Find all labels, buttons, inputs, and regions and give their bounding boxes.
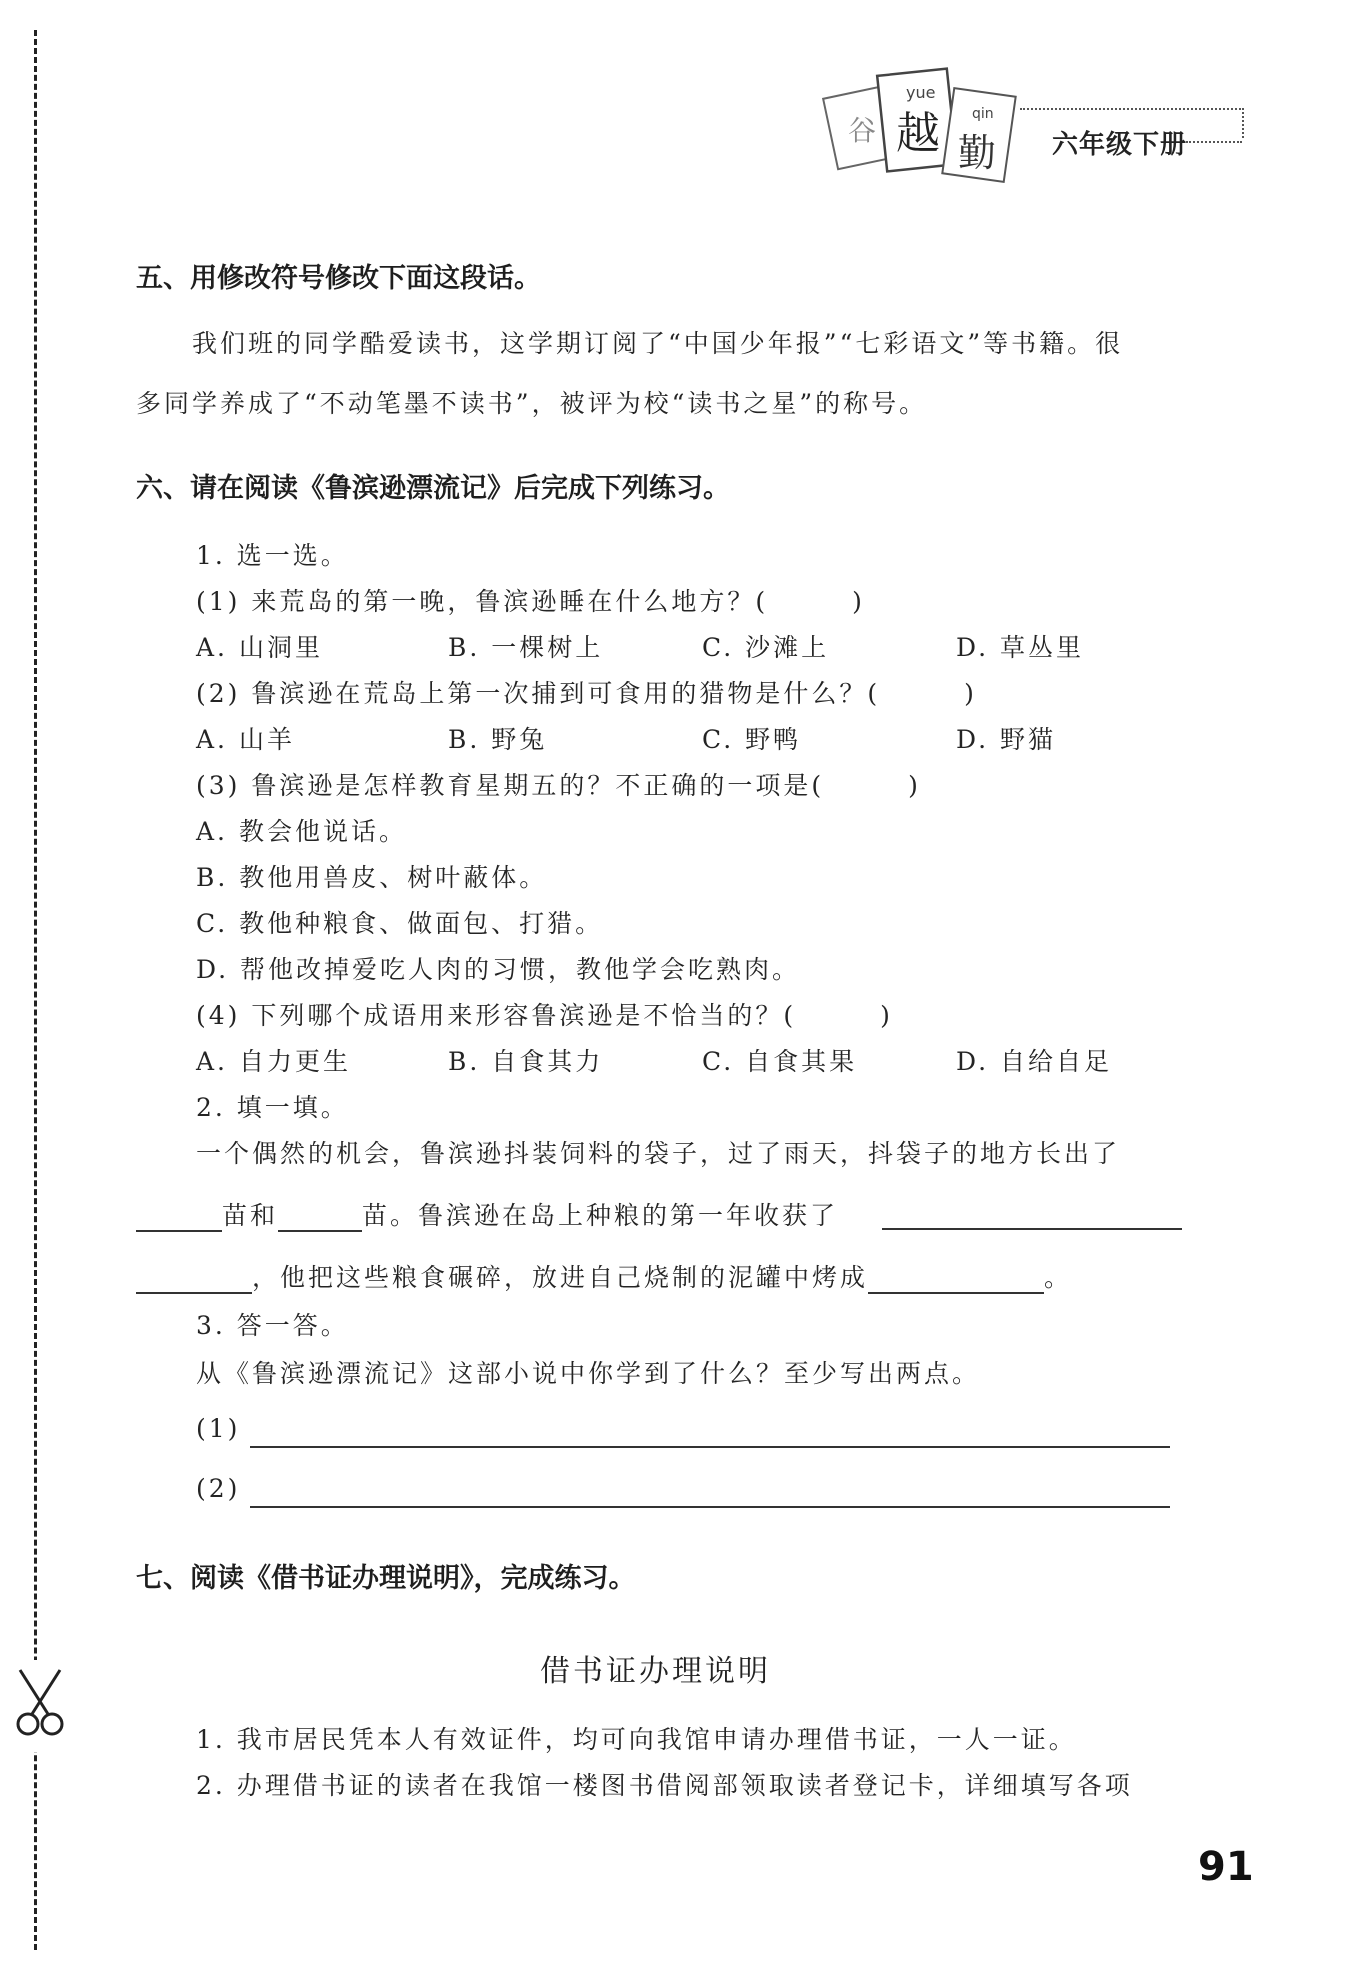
answer-label-1: (1) <box>196 1414 241 1443</box>
q4-option-a: A. 自力更生 <box>196 1047 351 1076</box>
q3-option-d: D. 帮他改掉爱吃人肉的习惯，教他学会吃熟肉。 <box>196 955 801 984</box>
fill-blank-2[interactable] <box>278 1204 362 1232</box>
q4-option-d: D. 自给自足 <box>956 1047 1113 1076</box>
question-5: 从《鲁滨逊漂流记》这部小说中你学到了什么？至少写出两点。 <box>196 1359 981 1388</box>
q4-option-b: B. 自食其力 <box>448 1047 604 1076</box>
q1-option-a: A. 山洞里 <box>196 633 323 662</box>
fill-text-b: 苗。鲁滨逊在岛上种粮的第一年收获了 <box>362 1201 839 1230</box>
part-1-label: 1. 选一选。 <box>196 541 349 570</box>
logo-pinyin-2: qin <box>972 106 994 122</box>
answer-label-2: (2) <box>196 1474 241 1503</box>
section-5-line-2: 多同学养成了“不动笔墨不读书”，被评为校“读书之星”的称号。 <box>136 389 928 418</box>
fill-line-1: 一个偶然的机会，鲁滨逊抖装饲料的袋子，过了雨天，抖袋子的地方长出了 <box>196 1139 1121 1168</box>
logo-pinyin-1: yue <box>906 83 936 102</box>
fill-text-d: 。 <box>1044 1263 1073 1292</box>
scissors-icon <box>12 1660 68 1752</box>
section-5-line-1: 我们班的同学酷爱读书，这学期订阅了“中国少年报”“七彩语文”等书籍。很 <box>192 329 1124 358</box>
document-item-2: 2. 办理借书证的读者在我馆一楼图书借阅部领取读者登记卡，详细填写各项 <box>196 1771 1133 1800</box>
q1-option-b: B. 一棵树上 <box>448 633 604 662</box>
grade-label: 六年级下册 <box>1052 130 1188 160</box>
section-5-title: 五、用修改符号修改下面这段话。 <box>136 263 541 294</box>
section-7-title: 七、阅读《借书证办理说明》，完成练习。 <box>136 1563 636 1594</box>
q4-option-c: C. 自食其果 <box>702 1047 858 1076</box>
header-dotted-rule <box>1186 141 1242 143</box>
q2-option-b: B. 野兔 <box>448 725 548 754</box>
part-3-label: 3. 答一答。 <box>196 1311 349 1340</box>
answer-line-2[interactable] <box>250 1506 1170 1508</box>
section-6-title: 六、请在阅读《鲁滨逊漂流记》后完成下列练习。 <box>136 473 730 504</box>
part-2-label: 2. 填一填。 <box>196 1093 349 1122</box>
brand-logo <box>820 62 1030 192</box>
fill-text-a: 苗和 <box>222 1201 279 1230</box>
question-3: (3) 鲁滨逊是怎样教育星期五的？不正确的一项是( ) <box>196 771 921 800</box>
question-1: (1) 来荒岛的第一晚，鲁滨逊睡在什么地方？( ) <box>196 587 865 616</box>
q1-option-d: D. 草丛里 <box>956 633 1085 662</box>
logo-char-1: 谷 <box>848 114 877 147</box>
question-4: (4) 下列哪个成语用来形容鲁滨逊是不恰当的？( ) <box>196 1001 893 1030</box>
page-number: 91 <box>1198 1844 1254 1890</box>
q2-option-d: D. 野猫 <box>956 725 1057 754</box>
q3-option-a: A. 教会他说话。 <box>196 817 407 846</box>
q2-option-a: A. 山羊 <box>196 725 295 754</box>
fill-text-c: ，他把这些粮食碾碎，放进自己烧制的泥罐中烤成 <box>252 1263 869 1292</box>
q2-option-c: C. 野鸭 <box>702 725 802 754</box>
fill-blank-4[interactable] <box>136 1266 252 1294</box>
document-title: 借书证办理说明 <box>540 1654 771 1689</box>
fill-line-2 <box>136 1196 838 1232</box>
answer-line-1[interactable] <box>250 1446 1170 1448</box>
q3-option-b: B. 教他用兽皮、树叶蔽体。 <box>196 863 548 892</box>
fill-line-3 <box>136 1258 1072 1294</box>
fill-blank-3[interactable] <box>882 1228 1182 1230</box>
logo-char-2: 越 <box>896 108 940 159</box>
fill-blank-5[interactable] <box>868 1266 1044 1294</box>
q1-option-c: C. 沙滩上 <box>702 633 830 662</box>
q3-option-c: C. 教他种粮食、做面包、打猎。 <box>196 909 604 938</box>
fill-blank-1[interactable] <box>136 1204 222 1232</box>
question-2: (2) 鲁滨逊在荒岛上第一次捕到可食用的猎物是什么？( ) <box>196 679 977 708</box>
document-item-1: 1. 我市居民凭本人有效证件，均可向我馆申请办理借书证，一人一证。 <box>196 1725 1077 1754</box>
logo-char-3: 勤 <box>958 131 997 175</box>
